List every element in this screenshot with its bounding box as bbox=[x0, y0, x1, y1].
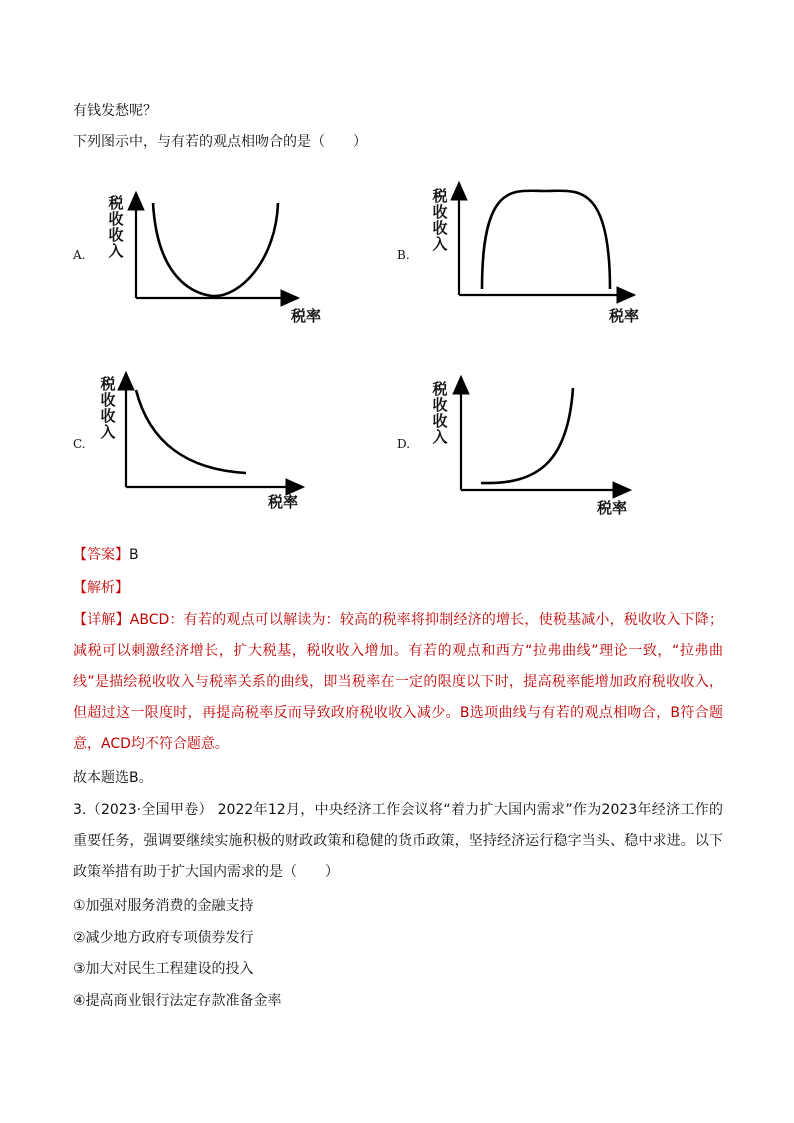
x-axis-label: 税率 bbox=[597, 499, 628, 517]
y-axis-label: 税收收入 bbox=[100, 375, 116, 441]
curve bbox=[481, 388, 573, 483]
choice-4: ④提高商业银行法定存款准备金率 bbox=[73, 993, 282, 1009]
question-stem: 下列图示中，与有若的观点相吻合的是（ ） bbox=[73, 134, 367, 150]
detail-text: ABCD：有若的观点可以解读为：较高的税率将抑制经济的增长，使税基减小，税收收入下降；减税可以刺激经济增长，扩大税基，税收收入增加。有若的观点和西方“拉弗曲线”理论一致，“拉弗曲线”是描绘税收收入与税率关系的曲线，即当税率在一定的限度以下时，提高税率能增加政府税收收入，但超过这一限度时，再提高税率反而导致政府税收收入减少。B选项曲线与有若的观点相吻合，B符合题意，ACD均不符合题意。 bbox=[73, 612, 723, 752]
x-axis-label: 税率 bbox=[268, 493, 299, 511]
option-letter: D. bbox=[397, 437, 411, 451]
question-3-stem: 3.（2023·全国甲卷） 2022年12月，中央经济工作会议将“着力扩大国内需求”作为2023年经济工作的重要任务，强调要继续实施积极的财政政策和稳健的货币政策，坚持经济运行稳字当头、稳中求进。以下政策举措有助于扩大国内需求的是（ ） bbox=[73, 802, 723, 880]
choice-2: ②减少地方政府专项债券发行 bbox=[73, 930, 254, 946]
option-letter: B. bbox=[397, 248, 410, 262]
y-axis-label: 税收收入 bbox=[432, 187, 448, 253]
detail-paragraph bbox=[73, 605, 723, 760]
x-axis-label: 税率 bbox=[609, 307, 640, 325]
y-axis-label: 税收收入 bbox=[108, 194, 124, 260]
detail-tag: 【详解】 bbox=[73, 612, 130, 628]
text-line: 有钱发愁呢？ bbox=[73, 103, 157, 119]
choice-1: ①加强对服务消费的金融支持 bbox=[73, 898, 254, 914]
y-axis-label: 税收收入 bbox=[432, 380, 448, 446]
option-letter: C. bbox=[73, 437, 86, 451]
answer-line bbox=[73, 545, 139, 565]
option-letter: A. bbox=[73, 248, 86, 262]
conclusion-line: 故本题选B。 bbox=[73, 770, 153, 786]
choice-3: ③加大对民生工程建设的投入 bbox=[73, 961, 254, 977]
answer-tag: 【答案】 bbox=[73, 547, 129, 563]
answer-value: B bbox=[129, 547, 139, 563]
analysis-tag: 【解析】 bbox=[73, 580, 129, 596]
x-axis-label: 税率 bbox=[291, 307, 322, 325]
